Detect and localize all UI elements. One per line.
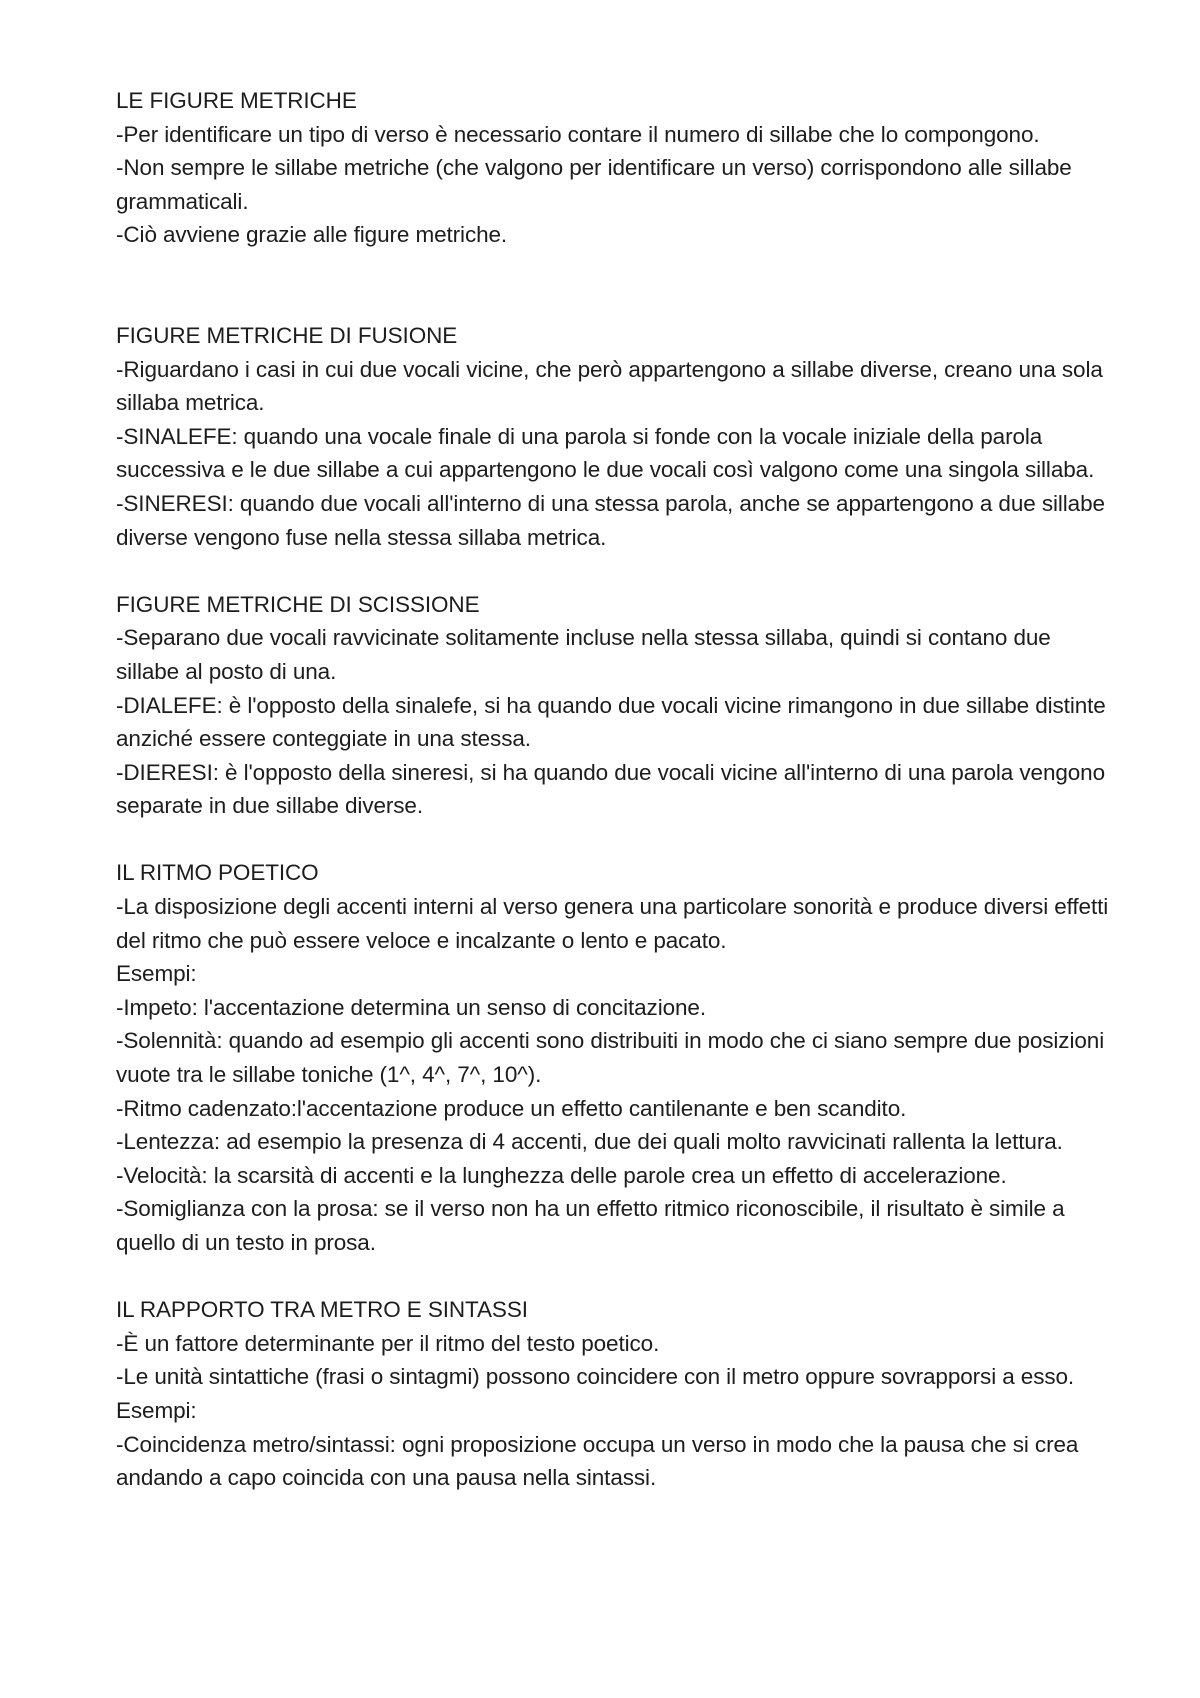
paragraph: -Velocità: la scarsità di accenti e la lunghezza delle parole crea un effetto di accelerazione. [116, 1162, 1007, 1188]
section-ritmo-poetico [116, 856, 1116, 1259]
paragraph: -Separano due vocali ravvicinate solitamente incluse nella stessa sillaba, quindi si contano due sillabe al posto di una. [116, 625, 1051, 684]
paragraph: -Impeto: l'accentazione determina un senso di concitazione. [116, 994, 706, 1020]
section-heading: IL RITMO POETICO [116, 860, 319, 886]
paragraph: -È un fattore determinante per il ritmo del testo poetico. [116, 1330, 660, 1356]
paragraph: -DIALEFE: è l'opposto della sinalefe, si ha quando due vocali vicine rimangono in due sillabe distinte anziché essere conteggiate in una stessa. [116, 692, 1106, 752]
paragraph: -La disposizione degli accenti interni al verso genera una particolare sonorità e produce diversi effetti del ritmo che può essere veloce e incalzante o lento e pacato. [116, 894, 1109, 953]
paragraph: -SINALEFE: quando una vocale finale di una parola si fonde con la vocale iniziale della parola successiva e le due sillabe a cui appartengono le due vocali così valgono come una singola sillaba. [116, 423, 1095, 483]
paragraph: -Le unità sintattiche (frasi o sintagmi) possono coincidere con il metro oppure sovrapporsi a esso. [116, 1364, 1075, 1390]
section-scissione [116, 588, 1116, 823]
paragraph: -Per identificare un tipo di verso è necessario contare il numero di sillabe che lo compongono. [116, 121, 1040, 147]
section-heading: FIGURE METRICHE DI FUSIONE [116, 322, 458, 348]
document-page [116, 84, 1116, 1528]
section-heading: LE FIGURE METRICHE [116, 88, 357, 113]
paragraph: -Somiglianza con la prosa: se il verso non ha un effetto ritmico riconoscibile, il risultato è simile a quello di un testo in prosa. [116, 1196, 1065, 1255]
paragraph: Esempi: [116, 1397, 197, 1423]
section-metro-sintassi [116, 1293, 1116, 1495]
paragraph: -SINERESI: quando due vocali all'interno di una stessa parola, anche se appartengono a due sillabe diverse vengono fuse nella stessa sillaba metrica. [116, 490, 1105, 550]
section-figure-metriche [116, 84, 1116, 252]
paragraph: Esempi: [116, 961, 197, 987]
paragraph: -Ritmo cadenzato:l'accentazione produce un effetto cantilenante e ben scandito. [116, 1095, 907, 1121]
paragraph: -Solennità: quando ad esempio gli accenti sono distribuiti in modo che ci siano sempre due posizioni vuote tra le sillabe toniche (1^, 4^, 7^, 10^). [116, 1028, 1105, 1088]
paragraph: -Lentezza: ad esempio la presenza di 4 accenti, due dei quali molto ravvicinati rallenta la lettura. [116, 1129, 1063, 1155]
paragraph: -Non sempre le sillabe metriche (che valgono per identificare un verso) corrispondono alle sillabe grammaticali. [116, 155, 1072, 214]
paragraph: -DIERESI: è l'opposto della sineresi, si ha quando due vocali vicine all'interno di una parola vengono separate in due sillabe diverse. [116, 759, 1106, 819]
section-heading: FIGURE METRICHE DI SCISSIONE [116, 591, 480, 617]
section-heading: IL RAPPORTO TRA METRO E SINTASSI [116, 1297, 528, 1323]
paragraph: -Riguardano i casi in cui due vocali vicine, che però appartengono a sillabe diverse, creano una sola sillaba metrica. [116, 356, 1103, 416]
section-fusione [116, 319, 1116, 554]
paragraph: -Coincidenza metro/sintassi: ogni proposizione occupa un verso in modo che la pausa che si crea andando a capo coincida con una pausa nella sintassi. [116, 1431, 1079, 1491]
paragraph: -Ciò avviene grazie alle figure metriche. [116, 222, 508, 248]
